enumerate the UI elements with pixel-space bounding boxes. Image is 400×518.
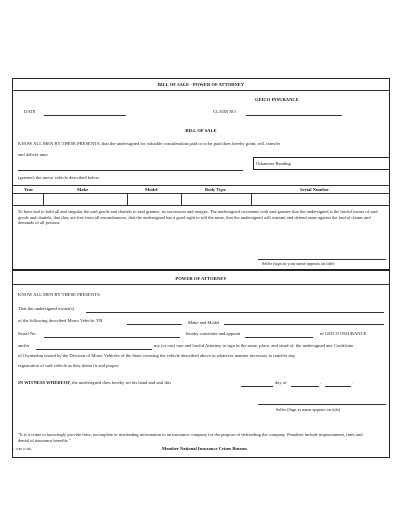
deliver-unto-label: and deliver unto [18, 152, 48, 157]
col-body-type: Body Type [205, 187, 226, 192]
date-comma: , [320, 380, 322, 385]
vehicle-year-field[interactable] [127, 324, 182, 325]
make-model-label: Make and Model [188, 320, 220, 325]
day-of-label: day of [275, 380, 287, 385]
grantee-line: (grantee) the motor vehicle described below: [18, 175, 101, 180]
andor-field[interactable] [36, 349, 152, 350]
day-field[interactable] [241, 386, 273, 387]
table-header-line [12, 193, 390, 194]
seller-sign-caption-1: Seller (sign as your name appears on title) [262, 261, 335, 266]
serial-number-field[interactable] [44, 337, 180, 338]
claim-number-field[interactable] [246, 115, 342, 116]
make-model-field[interactable] [224, 324, 384, 325]
witness-text: the undersigned does hereby set his hand and seal this [72, 380, 172, 385]
year-field[interactable] [325, 386, 351, 387]
appointee-field[interactable] [245, 337, 313, 338]
title-divider [12, 90, 390, 91]
month-field[interactable] [291, 386, 319, 387]
owner-field[interactable] [86, 312, 384, 313]
odometer-label: Odometer Reading [256, 161, 291, 166]
attorney-text: my (or our) true and lawful Attorney to sign in the same, place, and stead of, the undersigned any Certificate [154, 343, 354, 348]
poa-title-divider [12, 284, 390, 285]
know-all-men-line: KNOW ALL MEN BY THESE PRESENTS, that the undersigned for valuable consideration paid or to be paid does hereby grant, sell, transfer [18, 141, 281, 146]
table-top [12, 185, 390, 186]
andor-label: and/or [18, 343, 30, 348]
ownership-line: of Ownership issued by the Division of Motor Vehicles of the State covering the vehicle described above in whatever manner necessary to transfer any [18, 353, 296, 358]
claim-label: CLAIM NO. [213, 109, 237, 114]
seller-sign-caption-2: Seller (Sign as name appears on title) [276, 407, 341, 412]
seller-signature-line-1[interactable] [258, 259, 386, 260]
fraud-notice: "It is a crime to knowingly provide false, incomplete or misleading information to an insurance company for the purpose of defrauding the company. Penalties include imprisonment, fines and denial of insurance benefits." [18, 432, 363, 443]
footer-text: Member National Insurance Crime Bureau [162, 446, 247, 451]
poa-know-line: KNOW ALL MEN BY THESE PRESENTS: [18, 292, 101, 297]
witness-line [18, 380, 171, 385]
grantee-field[interactable] [18, 170, 243, 171]
company-name: GEICO INSURANCE [255, 97, 299, 102]
table-divider-2 [127, 193, 128, 205]
table-divider-1 [43, 193, 44, 205]
registration-line: registration of said vehicle as they deem fit and proper. [18, 363, 120, 368]
serial-no-label: Serial No. [18, 331, 37, 336]
appoint-label: hereby constitute and appoint [186, 331, 241, 336]
bill-of-sale-section [12, 78, 390, 270]
geico-label: of GEICO INSURANCE [320, 331, 367, 336]
form-code: C-1186 (3-99) [12, 447, 32, 451]
form-title: BILL OF SALE - POWER OF ATTORNEY [157, 82, 245, 87]
col-make: Make [77, 187, 89, 192]
seller-signature-line-2[interactable] [258, 404, 386, 405]
table-bottom [12, 205, 390, 206]
col-serial-number: Serial Number [300, 187, 329, 192]
date-label: DATE [24, 109, 36, 114]
section-subtitle: BILL OF SALE [185, 128, 217, 133]
owner-label: That the undersigned owner(s) [18, 306, 75, 311]
vehicle-yr-label: of the following described Motor Vehicle, YR [18, 318, 103, 323]
poa-title: POWER OF ATTORNEY [175, 276, 227, 281]
col-year: Year [24, 187, 34, 192]
date-field[interactable] [44, 115, 126, 116]
table-divider-4 [251, 193, 252, 205]
table-divider-3 [181, 193, 182, 205]
to-have-paragraph: To have and to hold all and singular the said goods and chattels to said grantee, its successors and assigns. The undersigned covenants with said grantee that the undersigned is the lawful owner of said goods and chattels, that they are free from all encumbrances, that the undersigned has a good right to sell the same, that the undersigned will warrant and defend same against the lawful claims and demands of all persons. [18, 209, 378, 226]
witness-bold: IN WITNESS WHEREOF, [18, 380, 71, 385]
date-period: . [352, 380, 354, 385]
col-model: Model [145, 187, 158, 192]
